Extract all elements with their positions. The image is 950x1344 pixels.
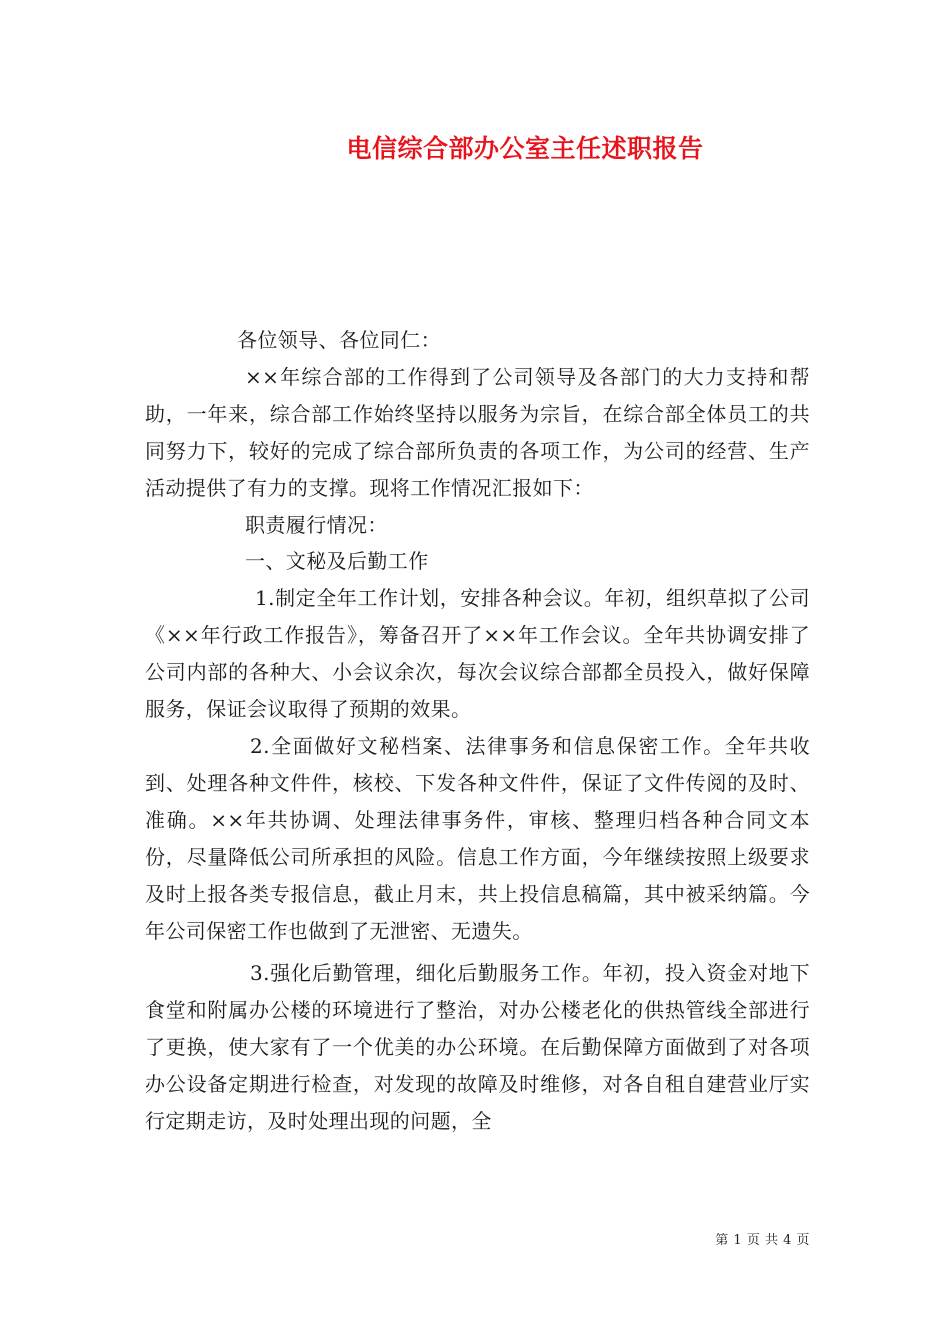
subsection-heading: 一、文秘及后勤工作 [245,549,429,574]
document-body [145,322,810,1140]
section-heading: 职责履行情况： [245,512,388,537]
item-1-paragraph: 1.制定全年工作计划，安排各种会议。年初，组织草拟了公司《××年行政工作报告》，筹备召开了××年工作会议。全年共协调安排了公司内部的各种大、小会议余次，每次会议综合部都全员投入，做好保障服务，保证会议取得了预期的效果。 [145,586,810,722]
page-number-footer: 第 1 页 共 4 页 [715,1233,810,1248]
document-title: 电信综合部办公室主任述职报告 [346,134,704,163]
item-2-paragraph: 2.全面做好文秘档案、法律事务和信息保密工作。全年共收到、处理各种文件件，核校、下发各种文件件，保证了文件传阅的及时、准确。××年共协调、处理法律事务件，审核、整理归档各种合同文本份，尽量降低公司所承担的风险。信息工作方面，今年继续按照上级要求及时上报各类专报信息，截止月末，共上投信息稿篇，其中被采纳篇。今年公司保密工作也做到了无泄密、无遗失。 [145,733,810,943]
item-3-paragraph: 3.强化后勤管理，细化后勤服务工作。年初，投入资金对地下食堂和附属办公楼的环境进行了整治，对办公楼老化的供热管线全部进行了更换，使大家有了一个优美的办公环境。在后勤保障方面做到了对各项办公设备定期进行检查，对发现的故障及时维修，对各自租自建营业厅实行定期走访，及时处理出现的问题，全 [145,961,810,1134]
intro-paragraph: ××年综合部的工作得到了公司领导及各部门的大力支持和帮助，一年来，综合部工作始终坚持以服务为宗旨，在综合部全体员工的共同努力下，较好的完成了综合部所负责的各项工作，为公司的经营、生产活动提供了有力的支撑。现将工作情况汇报如下： [145,364,810,500]
greeting-paragraph: 各位领导、各位同仁： [237,328,441,352]
